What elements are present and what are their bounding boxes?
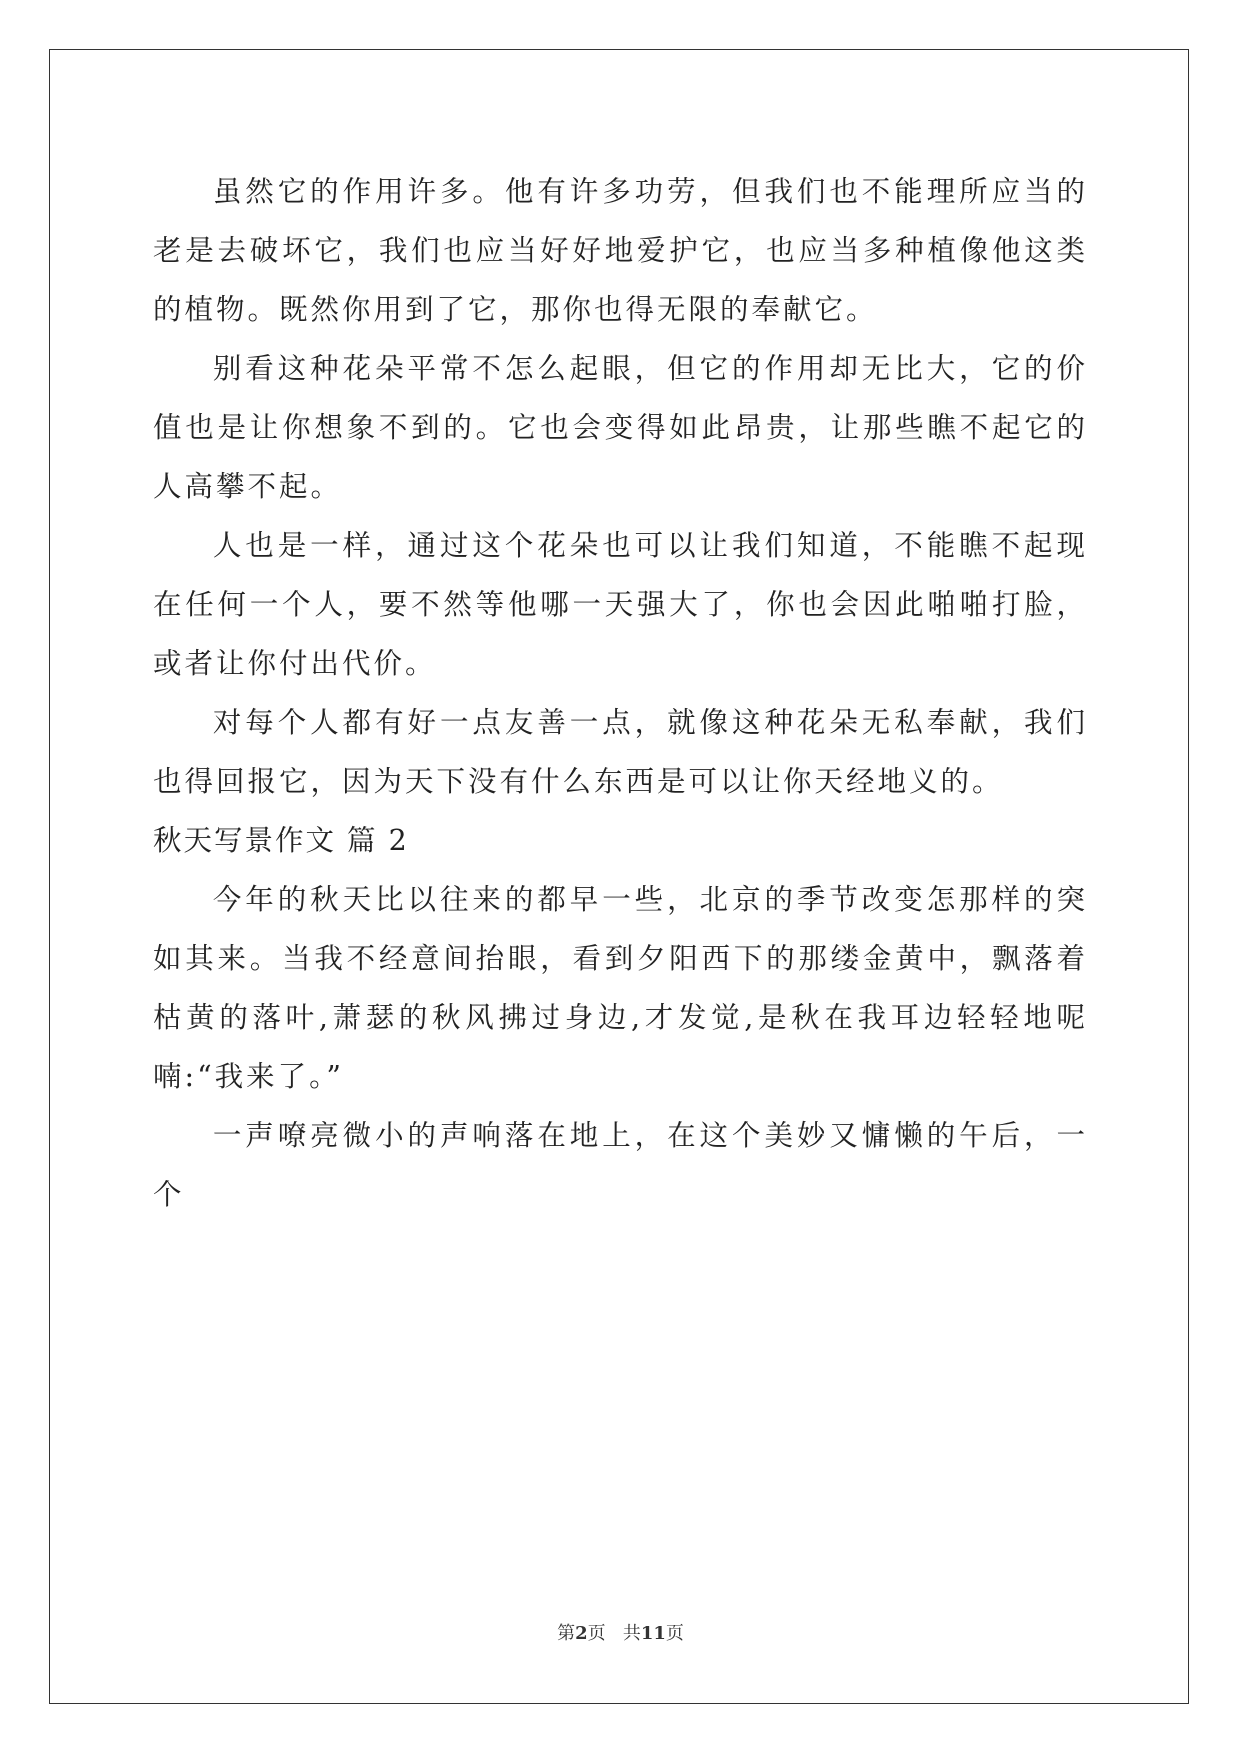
page-current-number: 2 <box>575 1623 588 1644</box>
total-prefix: 共 <box>622 1623 641 1644</box>
section-heading: 秋天写景作文 篇 2 <box>153 824 409 857</box>
total-suffix: 页 <box>665 1623 684 1644</box>
page-footer <box>0 1619 1241 1645</box>
page-total-number: 11 <box>640 1623 666 1644</box>
paragraph: 虽然它的作用许多。他有许多功劳，但我们也不能理所应当的老是去破坏它，我们也应当好好地爱护它，也应当多种植像他这类的植物。既然你用到了它，那你也得无限的奉献它。 <box>153 175 1088 326</box>
page-suffix: 页 <box>587 1623 606 1644</box>
paragraph: 人也是一样，通过这个花朵也可以让我们知道，不能瞧不起现在任何一个人，要不然等他哪一天强大了，你也会因此啪啪打脸，或者让你付出代价。 <box>153 529 1088 680</box>
paragraph: 别看这种花朵平常不怎么起眼，但它的作用却无比大，它的价值也是让你想象不到的。它也会变得如此昂贵，让那些瞧不起它的人高攀不起。 <box>153 352 1088 503</box>
page-prefix: 第 <box>557 1623 576 1644</box>
paragraph: 今年的秋天比以往来的都早一些，北京的季节改变怎那样的突如其来。当我不经意间抬眼，看到夕阳西下的那缕金黄中，飘落着枯黄的落叶,萧瑟的秋风拂过身边,才发觉,是秋在我耳边轻轻地呢喃:“我来了。” <box>153 883 1088 1093</box>
paragraph: 一声嘹亮微小的声响落在地上，在这个美妙又慵懒的午后，一个 <box>153 1119 1088 1211</box>
paragraph: 对每个人都有好一点友善一点，就像这种花朵无私奉献，我们也得回报它，因为天下没有什么东西是可以让你天经地义的。 <box>153 706 1088 798</box>
document-body <box>153 162 1088 1224</box>
